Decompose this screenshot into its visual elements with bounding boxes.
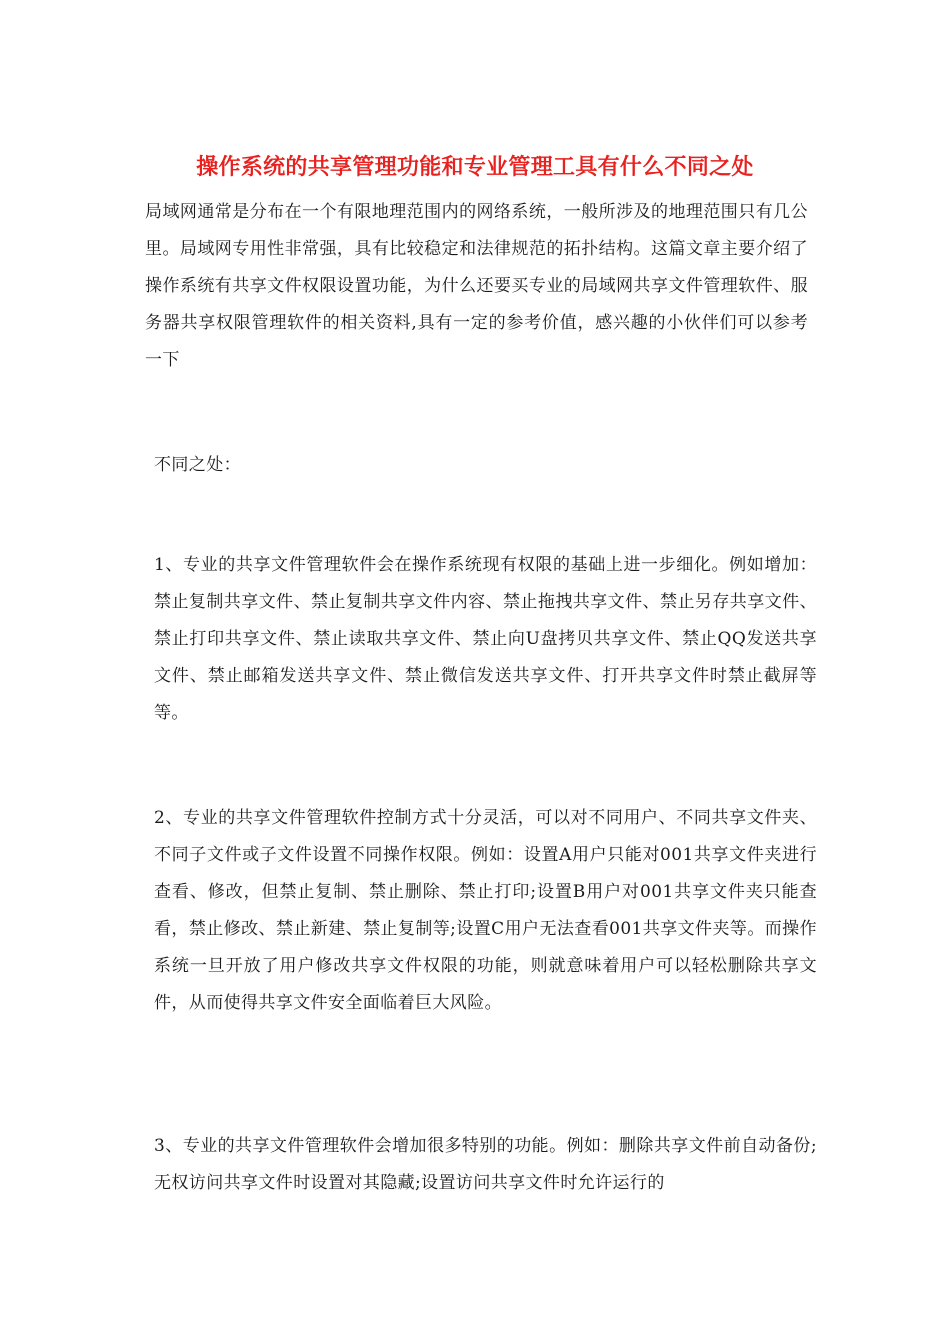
point-1-paragraph: 1、专业的共享文件管理软件会在操作系统现有权限的基础上进一步细化。例如增加：禁止复制共享文件、禁止复制共享文件内容、禁止拖拽共享文件、禁止另存共享文件、禁止打印共享文件、禁止读取共享文件、禁止向U盘拷贝共享文件、禁止QQ发送共享文件、禁止邮箱发送共享文件、禁止微信发送共享文件、打开共享文件时禁止截屏等等。 <box>154 555 817 723</box>
point-3-paragraph: 3、专业的共享文件管理软件会增加很多特别的功能。例如：删除共享文件前自动备份;无权访问共享文件时设置对其隐藏;设置访问共享文件时允许运行的 <box>154 1136 817 1193</box>
document-title: 操作系统的共享管理功能和专业管理工具有什么不同之处 <box>196 154 754 180</box>
differences-heading: 不同之处： <box>154 455 241 475</box>
point-2-paragraph: 2、专业的共享文件管理软件控制方式十分灵活，可以对不同用户、不同共享文件夹、不同子文件或子文件设置不同操作权限。例如：设置A用户只能对001共享文件夹进行查看、修改，但禁止复制、禁止删除、禁止打印;设置B用户对001共享文件夹只能查看，禁止修改、禁止新建、禁止复制等;设置C用户无法查看001共享文件夹等。而操作系统一旦开放了用户修改共享文件权限的功能，则就意味着用户可以轻松删除共享文件，从而使得共享文件安全面临着巨大风险。 <box>154 808 817 1013</box>
intro-paragraph: 局域网通常是分布在一个有限地理范围内的网络系统，一般所涉及的地理范围只有几公里。局域网专用性非常强，具有比较稳定和法律规范的拓扑结构。这篇文章主要介绍了操作系统有共享文件权限设置功能，为什么还要买专业的局域网共享文件管理软件、服务器共享权限管理软件的相关资料,具有一定的参考价值，感兴趣的小伙伴们可以参考一下 <box>145 202 808 370</box>
